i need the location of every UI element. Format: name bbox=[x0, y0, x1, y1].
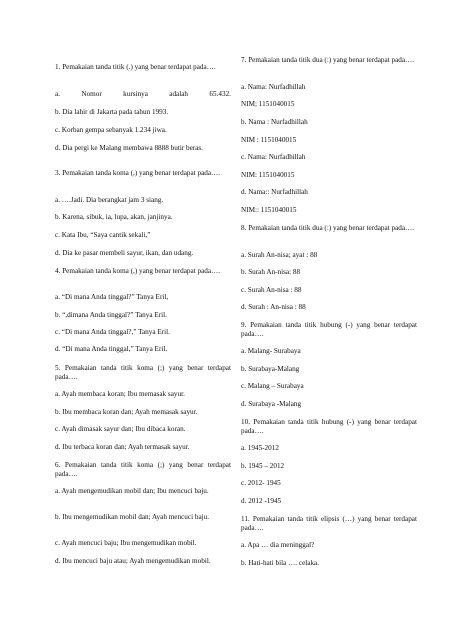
question-9: 9. Pemakaian tanda titik hubung (-) yang benar terdapat pada…. bbox=[241, 321, 417, 338]
question-9-option-d: d. Surabaya -Malang bbox=[241, 400, 302, 408]
question-9-option-a: a. Malang- Surabaya bbox=[241, 347, 301, 355]
question-7-option-b-name: b. Nama : Nurfadhillah bbox=[241, 118, 308, 126]
question-4-option-a: a. “Di mana Anda tinggal?” Tanya Eril, bbox=[55, 293, 169, 301]
question-1-option-b: b. Dia lahir di Jakarta pada tahun 1993. bbox=[55, 108, 169, 116]
question-6-option-a: a. Ayah mengemudikan mobil dan; Ibu mencuci baju. bbox=[55, 487, 209, 495]
question-3-option-c: c. Kata Ibu, “Saya cantik sekali,” bbox=[55, 231, 151, 239]
option-a-word: a. bbox=[55, 90, 60, 98]
question-6-option-b: b. Ibu mengemudikan mobil dan; Ayah mencuci baju. bbox=[55, 513, 210, 521]
option-a-word: Nomor bbox=[81, 90, 102, 98]
question-8-option-c: c. Surah An-nisa : 88 bbox=[241, 286, 302, 294]
question-1-option-c: c. Korban gempa sebanyak 1.234 jiwa. bbox=[55, 126, 167, 134]
question-7-option-b-nim: NIM : 1151040015 bbox=[241, 136, 297, 144]
question-7-option-c-name: c. Nama: Nurfadhillah bbox=[241, 153, 306, 161]
question-3: 3. Pemakaian tanda koma (,) yang benar terdapat pada…. bbox=[55, 169, 221, 177]
question-7-option-a-nim: NIM; 1151040015 bbox=[241, 100, 295, 108]
question-3-option-a: a. ….Jadi. Dia berangkat jam 3 siang. bbox=[55, 196, 164, 204]
question-5-option-d: d. Ibu terbaca koran dan; Ayah termasak sayur. bbox=[55, 443, 190, 451]
question-11-option-a: a. Apa … dia meninggal? bbox=[241, 541, 315, 549]
option-a-word: kursinya bbox=[123, 90, 148, 98]
question-7-option-a-name: a. Nama: Nurfadhillah bbox=[241, 83, 306, 91]
question-4-option-d: d. “Di mana Anda tinggal,” Tanya Eril. bbox=[55, 345, 168, 353]
question-4-option-c: c. “Di mana Anda tinggal?,” Tanya Eril. bbox=[55, 328, 170, 336]
question-6-option-c: c. Ayah mencuci baju; Ibu mengemudikan mobil. bbox=[55, 539, 197, 547]
option-a-word: 65.432. bbox=[209, 90, 231, 98]
question-9-option-c: c. Malang – Surabaya bbox=[241, 382, 304, 390]
question-5: 5. Pemakaian tanda titik koma (;) yang benar terdapat pada…. bbox=[55, 364, 231, 381]
question-9-option-b: b. Surabaya-Malang bbox=[241, 365, 300, 373]
question-10-option-d: d. 2012 -1945 bbox=[241, 497, 282, 505]
question-5-option-c: c. Ayah dimasak sayur dan; Ibu dibaca koran. bbox=[55, 425, 186, 433]
question-5-option-a: a. Ayah membaca koran; Ibu memasak sayur. bbox=[55, 390, 185, 398]
question-10: 10. Pemakaian tanda titik hubung (-) yang benar terdapat pada…. bbox=[241, 418, 417, 435]
question-7-option-c-nim: NIM: 1151040015 bbox=[241, 171, 295, 179]
question-6: 6. Pemakaian tanda titik koma (;) yang benar terdapat pada…. bbox=[55, 461, 231, 478]
question-4-option-b: b. “,dimana Anda tinggal?” Tanya Eril. bbox=[55, 311, 167, 319]
question-6-option-d: d. Ibu mencuci baju atau; Ayah mengemudikan mobil. bbox=[55, 557, 211, 565]
question-3-option-d: d. Dia ke pasar membeli sayur, ikan, dan udang. bbox=[55, 249, 194, 257]
question-10-option-a: a. 1945-2012 bbox=[241, 444, 279, 452]
question-8-option-a: a. Surah An-nisa; ayat : 88 bbox=[241, 251, 318, 259]
question-10-option-c: c. 2012- 1945 bbox=[241, 479, 281, 487]
question-7-option-d-nim: NIM:: 1151040015 bbox=[241, 206, 297, 214]
option-a-word: adalah bbox=[169, 90, 189, 98]
question-11-option-b: b. Hati-hati bila …. celaka. bbox=[241, 559, 320, 567]
question-11: 11. Pemakaian tanda titik elipsis (…) yang benar terdapat pada…. bbox=[241, 515, 417, 532]
question-8-option-b: b. Surah An-nisa: 88 bbox=[241, 268, 301, 276]
question-4: 4. Pemakaian tanda koma (,) yang benar terdapat pada…. bbox=[55, 267, 221, 275]
question-1-option-a bbox=[55, 90, 231, 99]
question-5-option-b: b. Ibu membaca koran dan; Ayah memasak sayur. bbox=[55, 408, 198, 416]
question-7: 7. Pemakaian tanda titik dua (:) yang benar terdapat pada…. bbox=[241, 56, 415, 64]
question-10-option-b: b. 1945 – 2012 bbox=[241, 462, 285, 470]
question-3-option-b: b. Karena, sibuk, ia, lupa, akan, janjinya. bbox=[55, 213, 173, 221]
question-1: 1. Pemakaian tanda titik (.) yang benar terdapat pada…. bbox=[55, 63, 216, 71]
question-8: 8. Pemakaian tanda titik dua (:) yang benar terdapat pada…. bbox=[241, 224, 415, 232]
question-7-option-d-name: d. Nama:: Nurfadhillah bbox=[241, 188, 308, 196]
question-1-option-d: d. Dia pergi ke Malang membawa 8888 butir beras. bbox=[55, 144, 203, 152]
question-8-option-d: d. Surah : An-nisa : 88 bbox=[241, 303, 306, 311]
